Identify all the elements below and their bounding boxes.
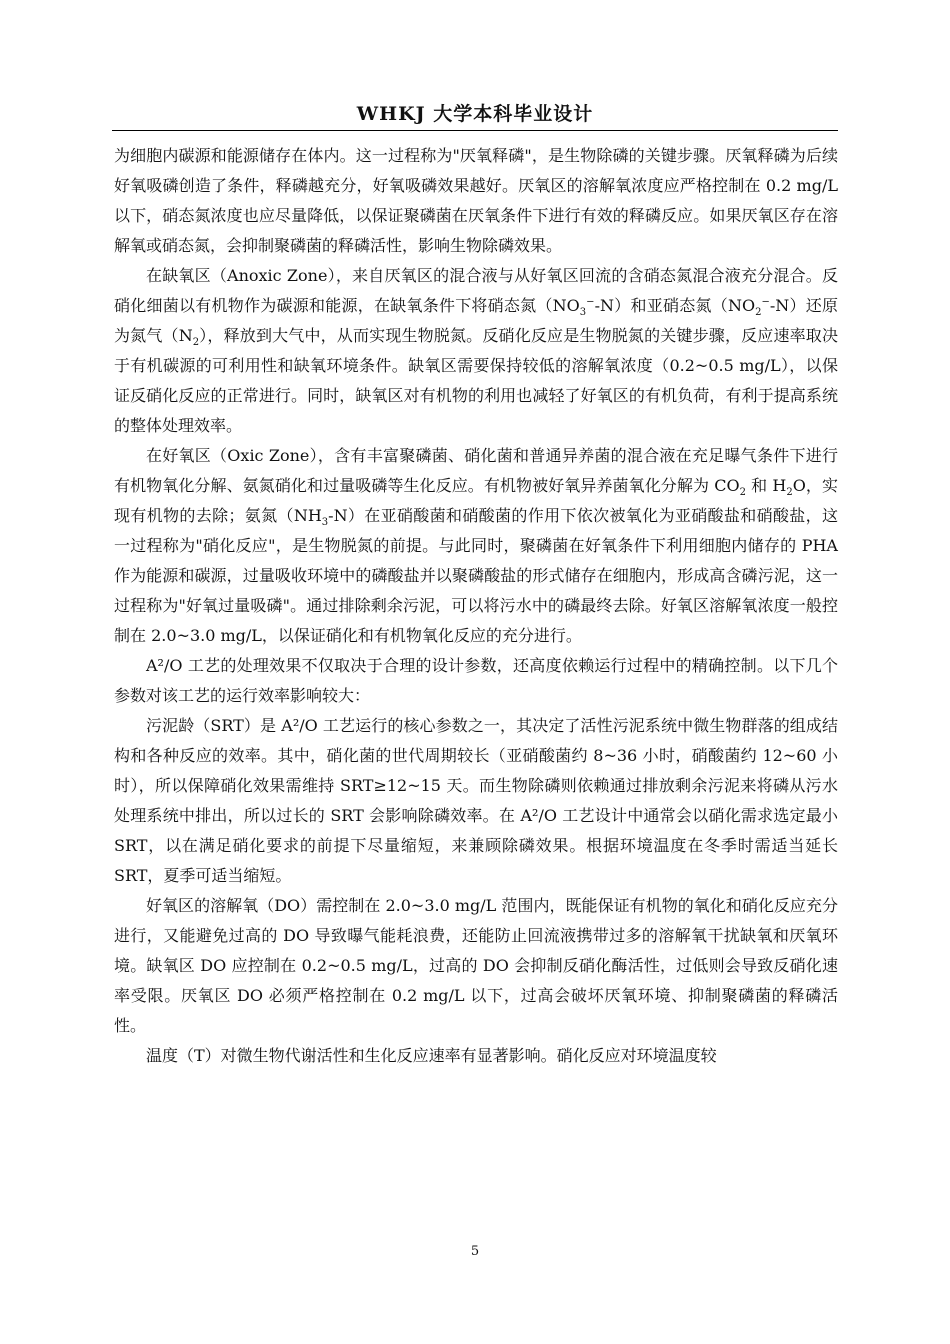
- body-text: [114, 141, 838, 1071]
- paragraph-1: 为细胞内碳源和能源储存在体内。这一过程称为"厌氧释磷"，是生物除磷的关键步骤。厌氧释磷为后续好氧吸磷创造了条件，释磷越充分，好氧吸磷效果越好。厌氧区的溶解氧浓度应严格控制在 0.2 mg/L 以下，硝态氮浓度也应尽量降低，以保证聚磷菌在厌氧条件下进行有效的释磷反应。如果厌氧区存在溶解氧或硝态氮，会抑制聚磷菌的释磷活性，影响生物除磷效果。: [114, 146, 838, 255]
- paragraph-4: A²/O 工艺的处理效果不仅取决于合理的设计参数，还高度依赖运行过程中的精确控制。以下几个参数对该工艺的运行效率影响较大：: [114, 656, 838, 705]
- paragraph-5: 污泥龄（SRT）是 A²/O 工艺运行的核心参数之一，其决定了活性污泥系统中微生物群落的组成结构和各种反应的效率。其中，硝化菌的世代周期较长（亚硝酸菌约 8~36 小时，硝酸菌约 12~60 小时），所以保障硝化效果需维持 SRT≥12~15 天。而生物除磷则依赖通过排放剩余污泥来将磷从污水处理系统中排出，所以过长的 SRT 会影响除磷效率。在 A²/O 工艺设计中通常会以硝化需求选定最小 SRT，以在满足硝化要求的前提下尽量缩短，来兼顾除磷效果。根据环境温度在冬季时需适当延长 SRT，夏季可适当缩短。: [114, 716, 838, 885]
- paragraph-7: 温度（T）对微生物代谢活性和生化反应速率有显著影响。硝化反应对环境温度较: [146, 1046, 717, 1065]
- paragraph-3: 在好氧区（Oxic Zone），含有丰富聚磷菌、硝化菌和普通异养菌的混合液在充足曝气条件下进行有机物氧化分解、氨氮硝化和过量吸磷等生化反应。有机物被好氧异养菌氧化分解为 $CO_2$ 和 $H_2O$，实现有机物的去除；氨氮$(NH_3-N)$在亚硝酸菌和硝酸菌的作用下依次被氧化为亚硝酸盐和硝酸盐，这一过程称为"硝化反应"，是生物脱氮的前提。与此同时，聚磷菌在好氧条件下利用细胞内储存的 PHA 作为能源和碳源，过量吸收环境中的磷酸盐并以聚磷酸盐的形式储存在细胞内，形成高含磷污泥，这一过程称为"好氧过量吸磷"。通过排除剩余污泥，可以将污水中的磷最终去除。好氧区溶解氧浓度一般控制在 2.0~3.0 mg/L，以保证硝化和有机物氧化反应的充分进行。: [114, 446, 838, 645]
- page-header-title: WHKJ 大学本科毕业设计: [356, 103, 594, 125]
- paragraph-2: 在缺氧区（Anoxic Zone），来自厌氧区的混合液与从好氧区回流的含硝态氮混合液充分混合。反硝化细菌以有机物作为碳源和能源，在缺氧条件下将硝态氮$(NO_3^--N)$和亚硝态氮$(NO_2^--N)$还原为氮气$(N_2)$，释放到大气中，从而实现生物脱氮。反硝化反应是生物脱氮的关键步骤，反应速率取决于有机碳源的可利用性和缺氧环境条件。缺氧区需要保持较低的溶解氧浓度（0.2~0.5 mg/L），以保证反硝化反应的正常进行。同时，缺氧区对有机物的利用也减轻了好氧区的有机负荷，有利于提高系统的整体处理效率。: [114, 266, 838, 435]
- paragraph-6: 好氧区的溶解氧（DO）需控制在 2.0~3.0 mg/L 范围内，既能保证有机物的氧化和硝化反应充分进行，又能避免过高的 DO 导致曝气能耗浪费，还能防止回流液携带过多的溶解氧干扰缺氧和厌氧环境。缺氧区 DO 应控制在 0.2~0.5 mg/L，过高的 DO 会抑制反硝化酶活性，过低则会导致反硝化速率受限。厌氧区 DO 必须严格控制在 0.2 mg/L 以下，过高会破坏厌氧环境、抑制聚磷菌的释磷活性。: [114, 896, 838, 1035]
- page-number: 5: [470, 1244, 480, 1259]
- header-divider: [112, 130, 838, 131]
